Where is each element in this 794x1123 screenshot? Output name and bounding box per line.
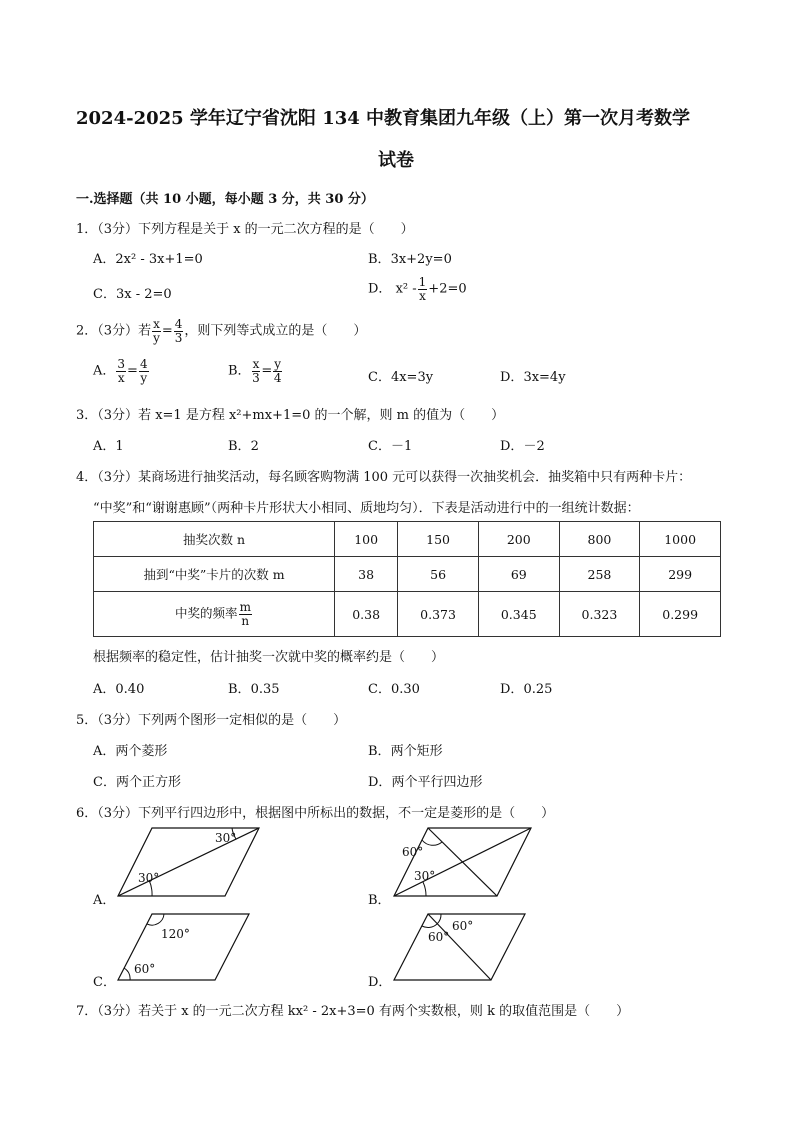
- option-text: 4x=3y: [390, 370, 434, 385]
- angle-arc: [124, 968, 130, 980]
- angle-arc: [423, 882, 426, 896]
- q4-option-a[interactable]: [93, 678, 144, 697]
- question-number: 4．: [76, 470, 98, 485]
- denominator: 3: [252, 370, 260, 385]
- option-label: B．: [368, 744, 391, 759]
- denominator: 3: [174, 330, 183, 345]
- table-cell: 200: [478, 522, 559, 557]
- fraction: [239, 601, 252, 627]
- table-row: [94, 592, 721, 637]
- option-label: C．: [368, 370, 391, 385]
- question-stem: 下列方程是关于 x 的一元二次方程的是（ ）: [138, 222, 414, 237]
- denominator: n: [241, 613, 250, 628]
- table-cell: 0.345: [478, 592, 559, 637]
- question-number: 7．: [76, 1004, 98, 1019]
- question-number: 6．: [76, 806, 98, 821]
- q5-option-d[interactable]: [368, 771, 482, 790]
- question-2: [76, 318, 366, 344]
- option-label: D．: [368, 281, 392, 297]
- q1-option-b[interactable]: [368, 248, 452, 267]
- table-cell: 100: [335, 522, 398, 557]
- option-text: 0.30: [390, 682, 420, 697]
- fraction: [273, 358, 282, 384]
- question-stem: 下列平行四边形中，根据图中所标出的数据，不一定是菱形的是（ ）: [138, 806, 555, 821]
- q2-option-d[interactable]: [500, 366, 566, 385]
- angle-label: 60°: [402, 845, 424, 859]
- question-4-stem-continued: “中奖”和“谢谢惠顾”（两种卡片形状大小相同、质地均匀）．下表是活动进行中的一组统计数据：: [93, 501, 640, 516]
- q1-option-d[interactable]: [368, 276, 467, 302]
- option-label: B．: [368, 252, 391, 267]
- option-text: 两个菱形: [115, 744, 168, 759]
- option-text: 2: [250, 439, 259, 454]
- option-text: 2x² - 3x+1=0: [115, 252, 203, 267]
- q2-option-b[interactable]: B． $\frac{x}{3}$ = $\frac{y}{4}$: [228, 357, 282, 385]
- option-label: C．: [368, 682, 391, 697]
- page-title-continued: 试卷: [378, 150, 414, 171]
- option-label: A．: [93, 439, 116, 454]
- table-cell: 0.323: [559, 592, 640, 637]
- table-cell: 0.38: [335, 592, 398, 637]
- q2-option-c[interactable]: [368, 366, 433, 385]
- q6-option-a[interactable]: A．: [93, 893, 116, 908]
- q2-option-a[interactable]: A． $\frac{3}{x}$ = $\frac{4}{y}$: [93, 357, 148, 385]
- option-text: －2: [523, 439, 545, 454]
- q6-option-d[interactable]: D．: [368, 975, 392, 990]
- numerator: m: [239, 599, 251, 614]
- q4-option-c[interactable]: [368, 678, 420, 697]
- option-label: A．: [93, 682, 116, 697]
- denominator: 4: [273, 370, 282, 385]
- option-label: D．: [368, 775, 392, 790]
- question-stem: 某商场进行抽奖活动，每名顾客购物满 100 元可以获得一次抽奖机会．抽奖箱中只有两种卡片：: [138, 470, 692, 485]
- numerator: x: [153, 317, 160, 331]
- denominator: x: [419, 288, 426, 303]
- question-4: [76, 466, 691, 485]
- numerator: y: [274, 357, 282, 371]
- row-label: 中奖的频率: [175, 605, 238, 621]
- question-stem: 若关于 x 的一元二次方程 kx² - 2x+3=0 有两个实数根，则 k 的取值范围是（ ）: [138, 1004, 630, 1019]
- question-number: 1．: [76, 222, 98, 237]
- table-header-cell: 抽奖次数 n: [94, 522, 335, 557]
- equals: =: [161, 323, 173, 339]
- option-label: C．: [368, 439, 391, 454]
- option-text: 两个正方形: [115, 775, 181, 790]
- table-header-cell: 抽到“中奖”卡片的次数 m: [94, 557, 335, 592]
- statistics-table: [93, 521, 721, 637]
- option-text: 两个平行四边形: [391, 775, 483, 790]
- table-cell: 56: [398, 557, 479, 592]
- option-text: 3x+2y=0: [390, 252, 452, 267]
- table-cell: 1000: [640, 522, 721, 557]
- angle-arc: [422, 840, 442, 845]
- table-cell: 258: [559, 557, 640, 592]
- option-text: 1: [115, 439, 124, 454]
- question-points: （3分）: [97, 323, 139, 339]
- option-label: C．: [93, 775, 116, 790]
- option-text: 0.35: [250, 682, 280, 697]
- fraction: [116, 358, 126, 384]
- table-row: [94, 522, 721, 557]
- table-cell: 38: [335, 557, 398, 592]
- figure-c-parallelogram: [112, 910, 262, 984]
- table-cell: 800: [559, 522, 640, 557]
- question-number: 2．: [76, 323, 98, 339]
- q3-option-b[interactable]: [228, 435, 259, 454]
- q3-option-a[interactable]: [93, 435, 124, 454]
- q3-option-d[interactable]: [500, 435, 545, 454]
- q5-option-c[interactable]: [93, 771, 181, 790]
- q5-option-a[interactable]: [93, 740, 167, 759]
- question-points: （3分）: [97, 713, 139, 728]
- angle-label: 120°: [161, 927, 190, 941]
- table-header-cell: [94, 592, 335, 637]
- option-label: D．: [500, 439, 524, 454]
- angle-label: 60°: [428, 930, 450, 944]
- option-text: 两个矩形: [390, 744, 443, 759]
- angle-label: 30°: [215, 831, 237, 845]
- q1-option-c[interactable]: [93, 283, 172, 302]
- question-number: 3．: [76, 408, 98, 423]
- numerator: 4: [174, 317, 183, 331]
- question-6: [76, 802, 554, 821]
- option-label: A．: [93, 744, 116, 759]
- q1-option-a[interactable]: [93, 248, 203, 267]
- option-text: 3x=4y: [523, 370, 566, 385]
- question-7: [76, 1000, 629, 1019]
- page-title: 2024-2025 学年辽宁省沈阳 134 中教育集团九年级（上）第一次月考数学: [76, 108, 691, 129]
- table-cell: 0.373: [398, 592, 479, 637]
- q6-option-c[interactable]: C．: [93, 975, 116, 990]
- question-4-stem-final: 根据频率的稳定性，估计抽奖一次就中奖的概率约是（ ）: [93, 650, 445, 665]
- question-5: [76, 709, 346, 728]
- option-label: B．: [228, 682, 251, 697]
- q5-option-b[interactable]: [368, 740, 443, 759]
- diagonal-line: [118, 828, 259, 896]
- question-stem-post: ，则下列等式成立的是（ ）: [184, 323, 367, 339]
- question-points: （3分）: [97, 222, 139, 237]
- question-stem: 若 x=1 是方程 x²+mx+1=0 的一个解，则 m 的值为（ ）: [138, 408, 505, 423]
- table-row: [94, 557, 721, 592]
- q6-option-b[interactable]: B．: [368, 893, 391, 908]
- question-3: [76, 404, 504, 423]
- question-stem: 下列两个图形一定相似的是（ ）: [138, 713, 347, 728]
- question-1: [76, 218, 414, 237]
- table-cell: 150: [398, 522, 479, 557]
- angle-label: 60°: [134, 962, 156, 976]
- question-points: （3分）: [97, 806, 139, 821]
- figure-b-parallelogram: [388, 822, 538, 900]
- denominator: y: [153, 330, 160, 345]
- table-cell: 69: [478, 557, 559, 592]
- q4-option-b[interactable]: [228, 678, 280, 697]
- question-stem-pre: 若: [138, 323, 152, 339]
- angle-label: 60°: [452, 919, 474, 933]
- option-text: 3x - 2=0: [115, 287, 172, 302]
- option-label: B．: [228, 363, 251, 379]
- diagonal-line: [428, 828, 497, 896]
- option-label: B．: [228, 439, 251, 454]
- fraction: [418, 276, 428, 302]
- angle-arc: [422, 924, 437, 928]
- fraction: [252, 358, 261, 384]
- option-text: 0.40: [115, 682, 145, 697]
- denominator: x: [117, 370, 125, 385]
- angle-label: 30°: [138, 871, 160, 885]
- denominator: y: [140, 370, 148, 385]
- table-cell: 299: [640, 557, 721, 592]
- fraction: [152, 318, 161, 344]
- figure-a-parallelogram: [112, 822, 272, 900]
- numerator: 4: [139, 357, 148, 371]
- option-text: －1: [390, 439, 413, 454]
- question-points: （3分）: [97, 1004, 139, 1019]
- numerator: 3: [117, 357, 126, 371]
- question-number: 5．: [76, 713, 98, 728]
- numerator: x: [252, 357, 260, 371]
- question-points: （3分）: [97, 470, 139, 485]
- q4-option-d[interactable]: [500, 678, 552, 697]
- angle-arc: [437, 914, 441, 924]
- option-label: D．: [500, 370, 524, 385]
- table-cell: 0.299: [640, 592, 721, 637]
- angle-label: 30°: [414, 869, 436, 883]
- fraction: [139, 358, 149, 384]
- figure-d-parallelogram: [388, 910, 538, 984]
- option-text: 0.25: [523, 682, 553, 697]
- numerator: 1: [418, 275, 427, 289]
- option-label: A．: [93, 363, 116, 379]
- option-text-pre: x² -: [395, 281, 417, 297]
- option-label: D．: [500, 682, 524, 697]
- fraction: [174, 318, 184, 344]
- option-label: C．: [93, 287, 116, 302]
- option-label: A．: [93, 252, 116, 267]
- question-points: （3分）: [97, 408, 139, 423]
- q3-option-c[interactable]: [368, 435, 412, 454]
- option-text-post: +2=0: [428, 281, 467, 297]
- section-header: 一.选择题（共 10 小题，每小题 3 分，共 30 分）: [76, 192, 374, 207]
